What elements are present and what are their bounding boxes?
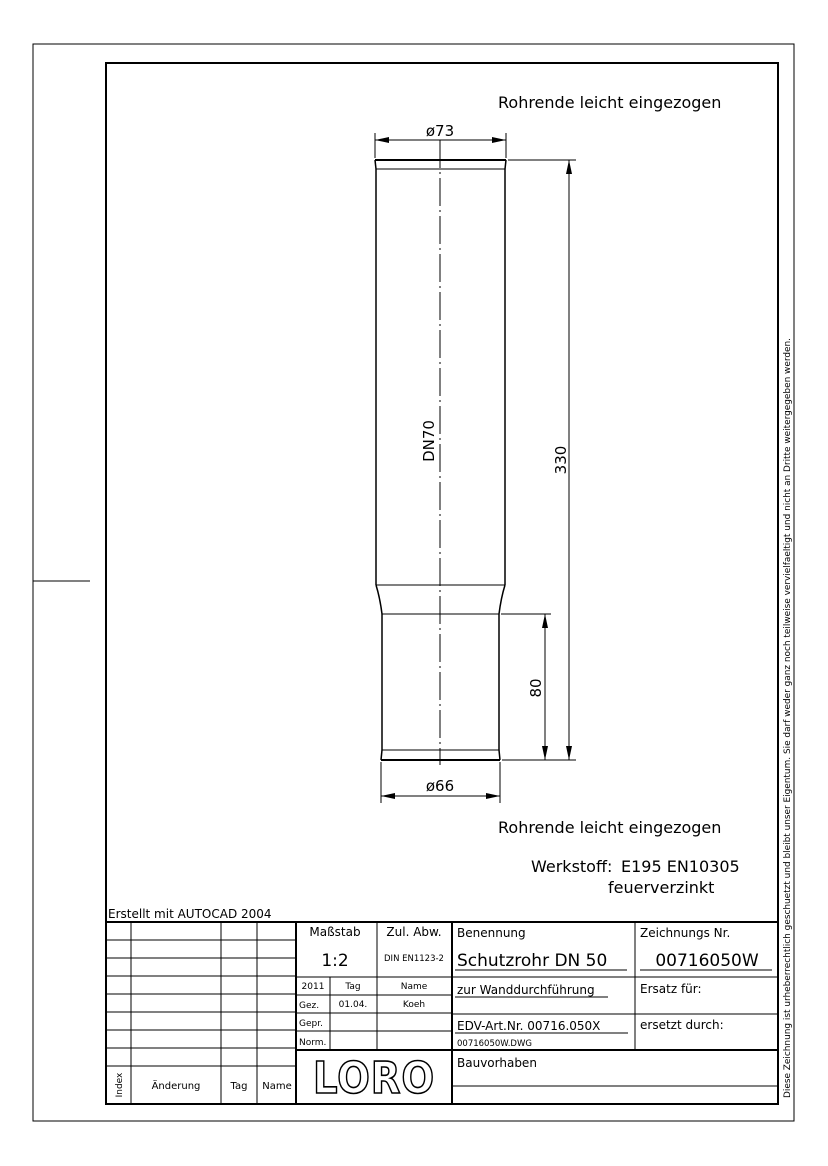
created-with-label: Erstellt mit AUTOCAD 2004: [108, 907, 272, 921]
year-value: 2011: [301, 982, 325, 992]
project-label: Bauvorhaben: [457, 1056, 537, 1070]
revision-index-header: Index: [115, 1072, 125, 1098]
tag-header: Tag: [345, 982, 361, 992]
nominal-size-label: DN70: [420, 420, 438, 462]
name-header: Name: [400, 982, 428, 992]
checked-label: Gepr.: [299, 1019, 323, 1029]
replaced-by-label: ersetzt durch:: [640, 1018, 724, 1032]
note-top: Rohrende leicht eingezogen: [498, 93, 722, 112]
designation-value: Schutzrohr DN 50: [457, 951, 608, 971]
note-bottom: Rohrende leicht eingezogen: [498, 818, 722, 837]
loro-logo: LORO: [313, 1053, 435, 1104]
revision-name-header: Name: [262, 1081, 292, 1092]
top-diameter-label: ø73: [425, 122, 455, 140]
drawn-label: Gez.: [299, 1001, 320, 1011]
designation-label: Benennung: [457, 926, 526, 940]
drawing-number-value: 00716050W: [655, 951, 759, 971]
finish-label: feuerverzinkt: [608, 878, 715, 897]
scale-value: 1:2: [321, 951, 349, 971]
revision-tag-header: Tag: [230, 1081, 248, 1092]
drawn-date: 01.04.: [338, 1000, 368, 1010]
dwg-file-name: 00716050W.DWG: [457, 1039, 532, 1049]
material-label: Werkstoff:: [531, 857, 613, 876]
replacement-for-label: Ersatz für:: [640, 982, 702, 996]
bottom-diameter-label: ø66: [425, 777, 455, 795]
material-value: E195 EN10305: [621, 857, 740, 876]
norm-label: Norm.: [299, 1038, 327, 1048]
reduced-length-label: 80: [527, 678, 545, 698]
length-label: 330: [552, 445, 570, 475]
drawing-number-label: Zeichnungs Nr.: [640, 926, 731, 940]
revision-change-header: Änderung: [151, 1081, 201, 1092]
tolerance-value: DIN EN1123-2: [384, 954, 444, 964]
copyright-notice: Diese Zeichnung ist urheberrechtlich geschuetzt und bleibt unser Eigentum. Sie darf weder ganz noch teilweise vervielfaeltigt und nicht an Dritte weitergegeben werden.: [783, 331, 793, 1098]
designation-sub: zur Wanddurchführung: [457, 983, 595, 997]
drawn-name: Koeh: [402, 1000, 426, 1010]
edv-article-number: EDV-Art.Nr. 00716.050X: [457, 1019, 601, 1033]
tolerance-label: Zul. Abw.: [386, 925, 442, 939]
drawing-frame: [106, 63, 778, 1104]
title-block-grid: [106, 922, 778, 1104]
scale-label: Maßstab: [309, 925, 361, 939]
